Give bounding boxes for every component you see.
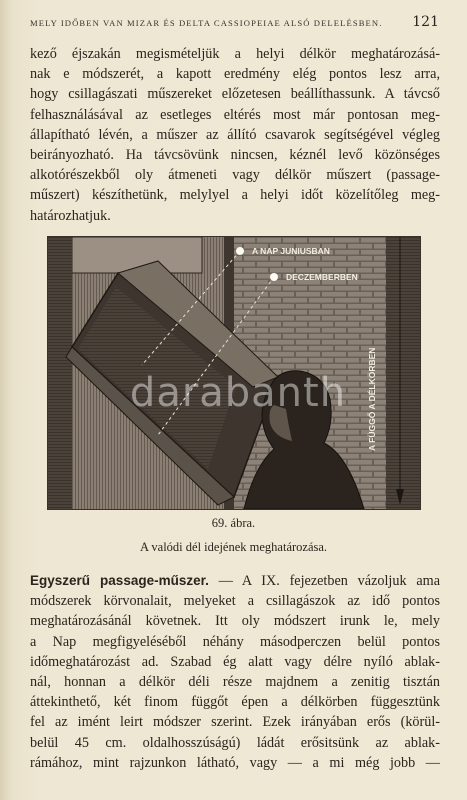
figure-caption: A valódi dél idejének meghatározása. (139, 540, 328, 554)
watermark: darabanth (129, 370, 347, 416)
engraving-svg (48, 237, 420, 509)
text-line: határozhatjuk. (30, 207, 111, 224)
page-number: 121 (412, 14, 439, 30)
text-line: nak e módszerét, a kapott eredmény elég pontos lesz arra, (30, 66, 440, 83)
section-lead: Egyszerű passage-műszer. (30, 573, 209, 588)
window-shutter (386, 237, 420, 509)
text-line: — A IX. fejezetben vázoljuk ama (208, 573, 440, 589)
text-line: felhasználásával az esetleges eltérés most már pontosan meg- (30, 106, 440, 123)
sun-june-icon (236, 247, 244, 255)
text-line: áttekinthető, két finom függőt épen a délkörben függesztünk (30, 694, 440, 711)
text-line-with-lead (30, 571, 440, 591)
text-line: alkotórészekből oly átmeneti vagy délkör műszert (passage- (30, 167, 440, 184)
sun-december-icon (270, 273, 278, 281)
text-line: módszerek körvonalait, melyeket a csillagászok az idő pontos (30, 593, 440, 610)
text-line: beirányozható. Ha távcsövünk nincsen, kéznél levő közönséges (30, 147, 440, 164)
figure-number: 69. ábra. (211, 516, 256, 530)
text-line: hogy csillagászati műszereket előzetesen beállíthassunk. A távcső (30, 86, 440, 103)
text-line: időmeghatározást ad. Szabad ég alatt vagy délre nyíló ablak- (30, 653, 440, 670)
text-line: fel az imént leirt módszer szerint. Ezek irányában erős (körül- (30, 714, 440, 731)
label-december: DECZEMBERBEN (286, 272, 358, 282)
text-line: műszert) készíthetünk, melylyel a helyi időt közelítőleg meg- (30, 187, 440, 204)
text-line: rámához, mint rajzunkon látható, vagy — a mi még jobb — (30, 754, 440, 771)
paragraph-1 (30, 44, 440, 226)
text-line: állapítható lévén, a műszer az állító csavarok segítségével végleg (30, 126, 440, 143)
text-line: belül 45 cm. oldalhosszúságú) ládát erősitsünk az ablak- (30, 734, 440, 751)
figure-illustration (47, 236, 421, 510)
text-line: nál, honnan a délkör déli része majdnem a zenitig tisztán (30, 674, 440, 691)
text-line: a Nap megfigyeléséből néhány másodperczen belül pontos (30, 633, 440, 650)
label-june: A NAP JUNIUSBAN (252, 246, 330, 256)
running-header (30, 14, 439, 36)
text-line: meghatározásánál követnek. Itt oly módszert irunk le, mely (30, 613, 440, 630)
running-title: MELY IDŐBEN VAN MIZAR ÉS DELTA CASSIOPEIAE ALSÓ DELELÉSBEN. (30, 18, 383, 28)
paragraph-2 (30, 571, 440, 773)
label-meridian: A FÜGGŐ A DÉLKÖRBEN (367, 347, 377, 451)
window-frame-left (48, 237, 72, 509)
text-line: kező éjszakán megismételjük a helyi délkör meghatározásá- (30, 46, 440, 62)
